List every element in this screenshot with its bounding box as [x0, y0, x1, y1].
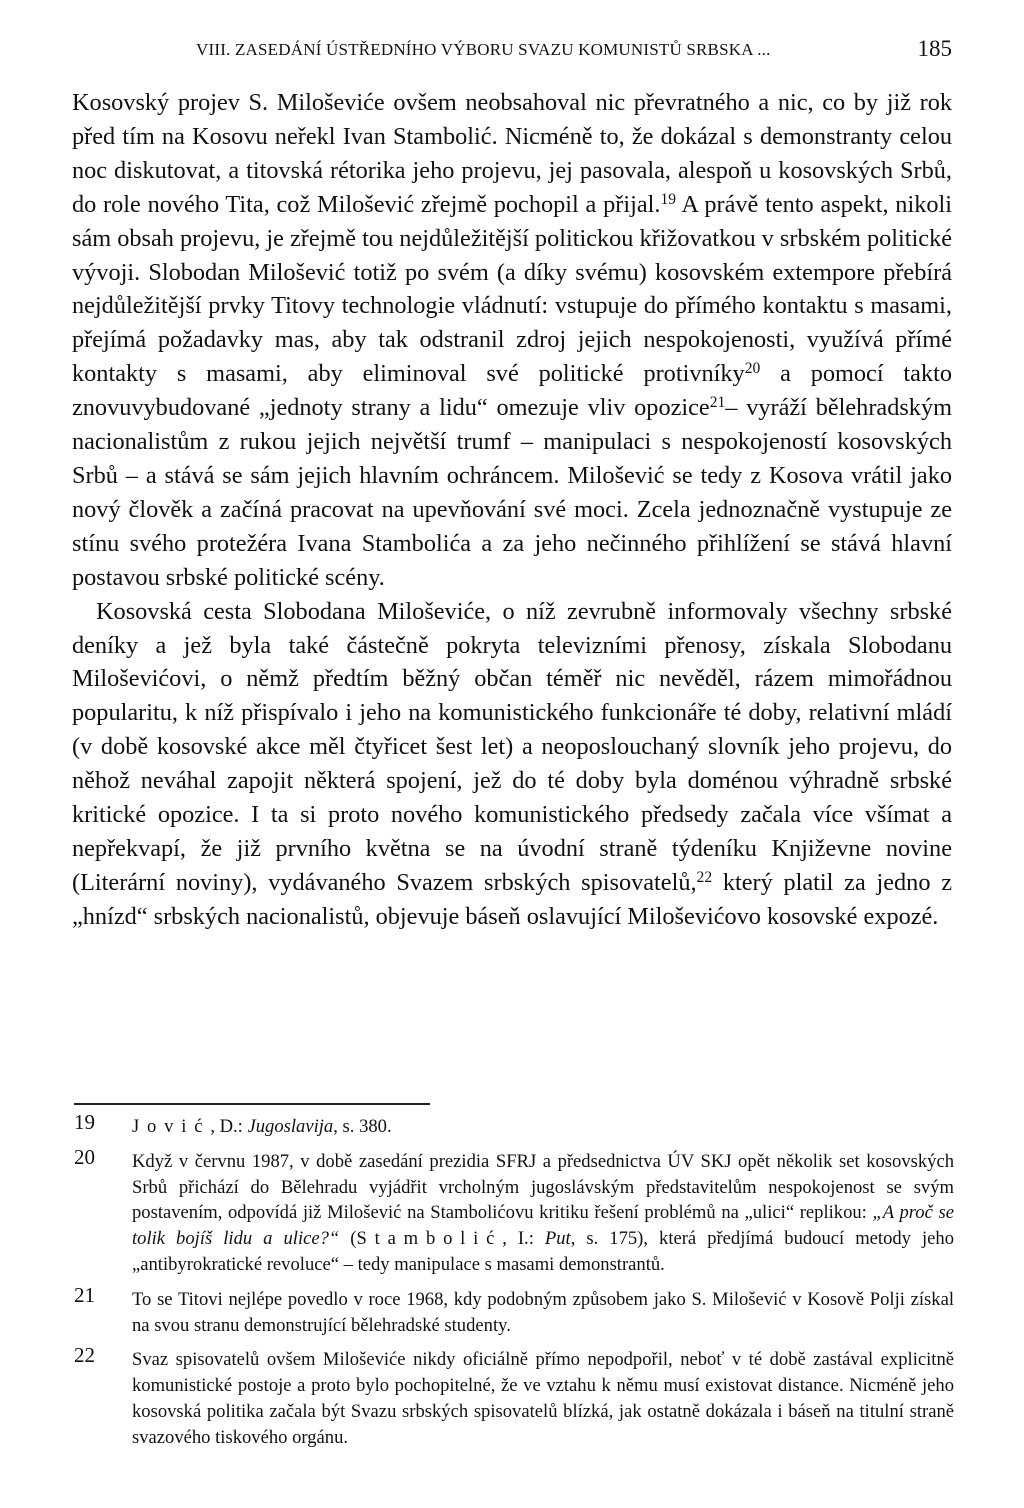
- footnote-quote: „A proč se tolik bojíš lidu a ulice?“: [132, 1202, 954, 1250]
- footnote-ref-20: 20: [744, 360, 761, 378]
- running-head: [196, 36, 952, 66]
- paragraph-1-text-d: – vyráží bělehradským nacionalistům z rukou jejich největší trumf – manipulaci s nespokojeností kosovských Srbů – a stává se sám jejich hlavním ochráncem. Milošević se tedy z Kosova vrátil jako nový člověk a začíná pracovat na upevňování své moci. Zcela jednoznačně vystupuje ze stínu svého protežéra Ivana Stambolića a za jeho nečinného přihlížení se stává hlavní postavou srbské politické scény.: [72, 394, 952, 591]
- footnote-number: 19: [74, 1110, 95, 1134]
- paragraph-1-text-b: A právě tento aspekt, nikoli sám obsah projevu, je zřejmě tou nejdůležitější politickou křižovatkou v srbském politické vývoji. Slobodan Milošević totiž po svém (a díky svému) kosovském extempore přebírá nejdůležitější prvky Titovy technologie vládnutí: vstupuje do přímého kontaktu s masami, přejímá požadavky mas, aby tak odstranil zdroj jejich nespokojenosti, využívá přímé kontakty s masami, aby eliminoval své politické protivníky: [72, 190, 952, 388]
- footnote-text: , D.:: [210, 1116, 248, 1137]
- paragraph-1-text-c: a pomocí takto znovuvybudované „jednoty strany a lidu“ omezuje vliv opozice: [72, 360, 953, 422]
- footnote-number: 22: [74, 1343, 95, 1368]
- footnote-ref-19: 19: [660, 190, 676, 208]
- footnote-book-title: Jugoslavija: [247, 1116, 334, 1137]
- paragraph-1: [72, 86, 952, 595]
- footnote-ref-21: 21: [709, 394, 726, 412]
- footnote-text: Když v červnu 1987, v době zasedání prezidia SFRJ a předsednictva ÚV SKJ opět několik set kosovských Srbů přichází do Bělehradu vyjádřit vrcholným jugoslávským představitelům nespokojenost se svým postavením, odpovídá již Milošević na Stambolićovu kritiku řešení problémů na „ulici“ replikou:: [132, 1150, 954, 1224]
- footnote-author: Jović: [132, 1116, 211, 1137]
- footnote-divider: [74, 1103, 430, 1105]
- footnote-number: 20: [74, 1144, 95, 1169]
- footnote-22: [74, 1343, 954, 1450]
- footnote-text: (: [339, 1228, 357, 1250]
- footnote-20: [74, 1144, 955, 1278]
- footnote-author: Stambolić: [356, 1228, 503, 1250]
- paragraph-2-text-b: který platil za jedno z „hnízd“ srbských nacionalistů, objevuje báseň oslavující Miloševićovo kosovské expozé.: [72, 868, 952, 930]
- footnote-book-title: Put: [544, 1228, 571, 1250]
- chapter-running-title: VIII. ZASEDÁNÍ ÚSTŘEDNÍHO VÝBORU SVAZU KOMUNISTŮ SRBSKA ...: [196, 40, 771, 59]
- paragraph-2-text-a: Kosovská cesta Slobodana Miloševiće, o níž zevrubně informovaly všechny srbské deníky a jež byla také částečně pokryta televizními přenosy, získala Slobodanu Miloševićovi, o němž předtím běžný občan téměř nic nevěděl, rázem mimořádnou popularitu, k níž přispívalo i jeho na komunistického funkcionáře té doby, relativní mládí (v době kosovské akce měl čtyřicet šest let) a neoposlouchaný slovník jeho projevu, do něhož neváhal zapojit některá spojení, jež do té doby byla doménou výhradně srbské kritické opozice. I ta si proto nového komunistického předsedy začala více všímat a nepřekvapí, že již prvního května se na úvodní straně týdeníku Književne novine (Literární noviny), vydávaného Svazem srbských spisovatelů,: [72, 597, 952, 896]
- footnote-text: , s. 175), která předjímá budoucí metody jeho „antibyrokratické revoluce“ – tedy manipulace s masami demonstrantů.: [132, 1228, 955, 1275]
- footnote-text: , I.:: [502, 1228, 545, 1250]
- footnote-number: 21: [74, 1282, 95, 1307]
- footnote-19: [74, 1110, 954, 1140]
- footnote-text: Svaz spisovatelů ovšem Miloševiće nikdy oficiálně přímo nepodpořil, neboť v té době zastával explicitně komunistické postoje a proto bylo pochopitelné, že ve vztahu k němu musí existovat distance. Nicméně jeho kosovská politika začala být Svazu srbských spisovatelů blízká, jak ostatně dokázala i báseň na titulní straně svazového tiskového orgánu.: [132, 1349, 954, 1448]
- footnote-text: To se Titovi nejlépe povedlo v roce 1968, kdy podobným způsobem jako S. Milošević v Kosově Polji získal na svou stranu demonstrující bělehradské studenty.: [132, 1288, 954, 1336]
- page-number: 185: [917, 36, 952, 61]
- footnote-ref-22: 22: [696, 869, 713, 887]
- footnote-21: [74, 1282, 954, 1339]
- body-text: [72, 86, 952, 934]
- paragraph-1-text-a: Kosovský projev S. Miloševiće ovšem neobsahoval nic převratného a nic, co by již rok před tím na Kosovu neřekl Ivan Stambolić. Nicméně to, že dokázal s demonstranty celou noc diskutovat, a titovská rétorika jeho projevu, jej pasovala, alespoň u kosovských Srbů, do role nového Tita, což Milošević zřejmě pochopil a přijal.: [72, 89, 952, 218]
- paragraph-2: [72, 595, 952, 934]
- footnote-text: , s. 380.: [333, 1116, 392, 1137]
- footnotes: [74, 1110, 955, 1460]
